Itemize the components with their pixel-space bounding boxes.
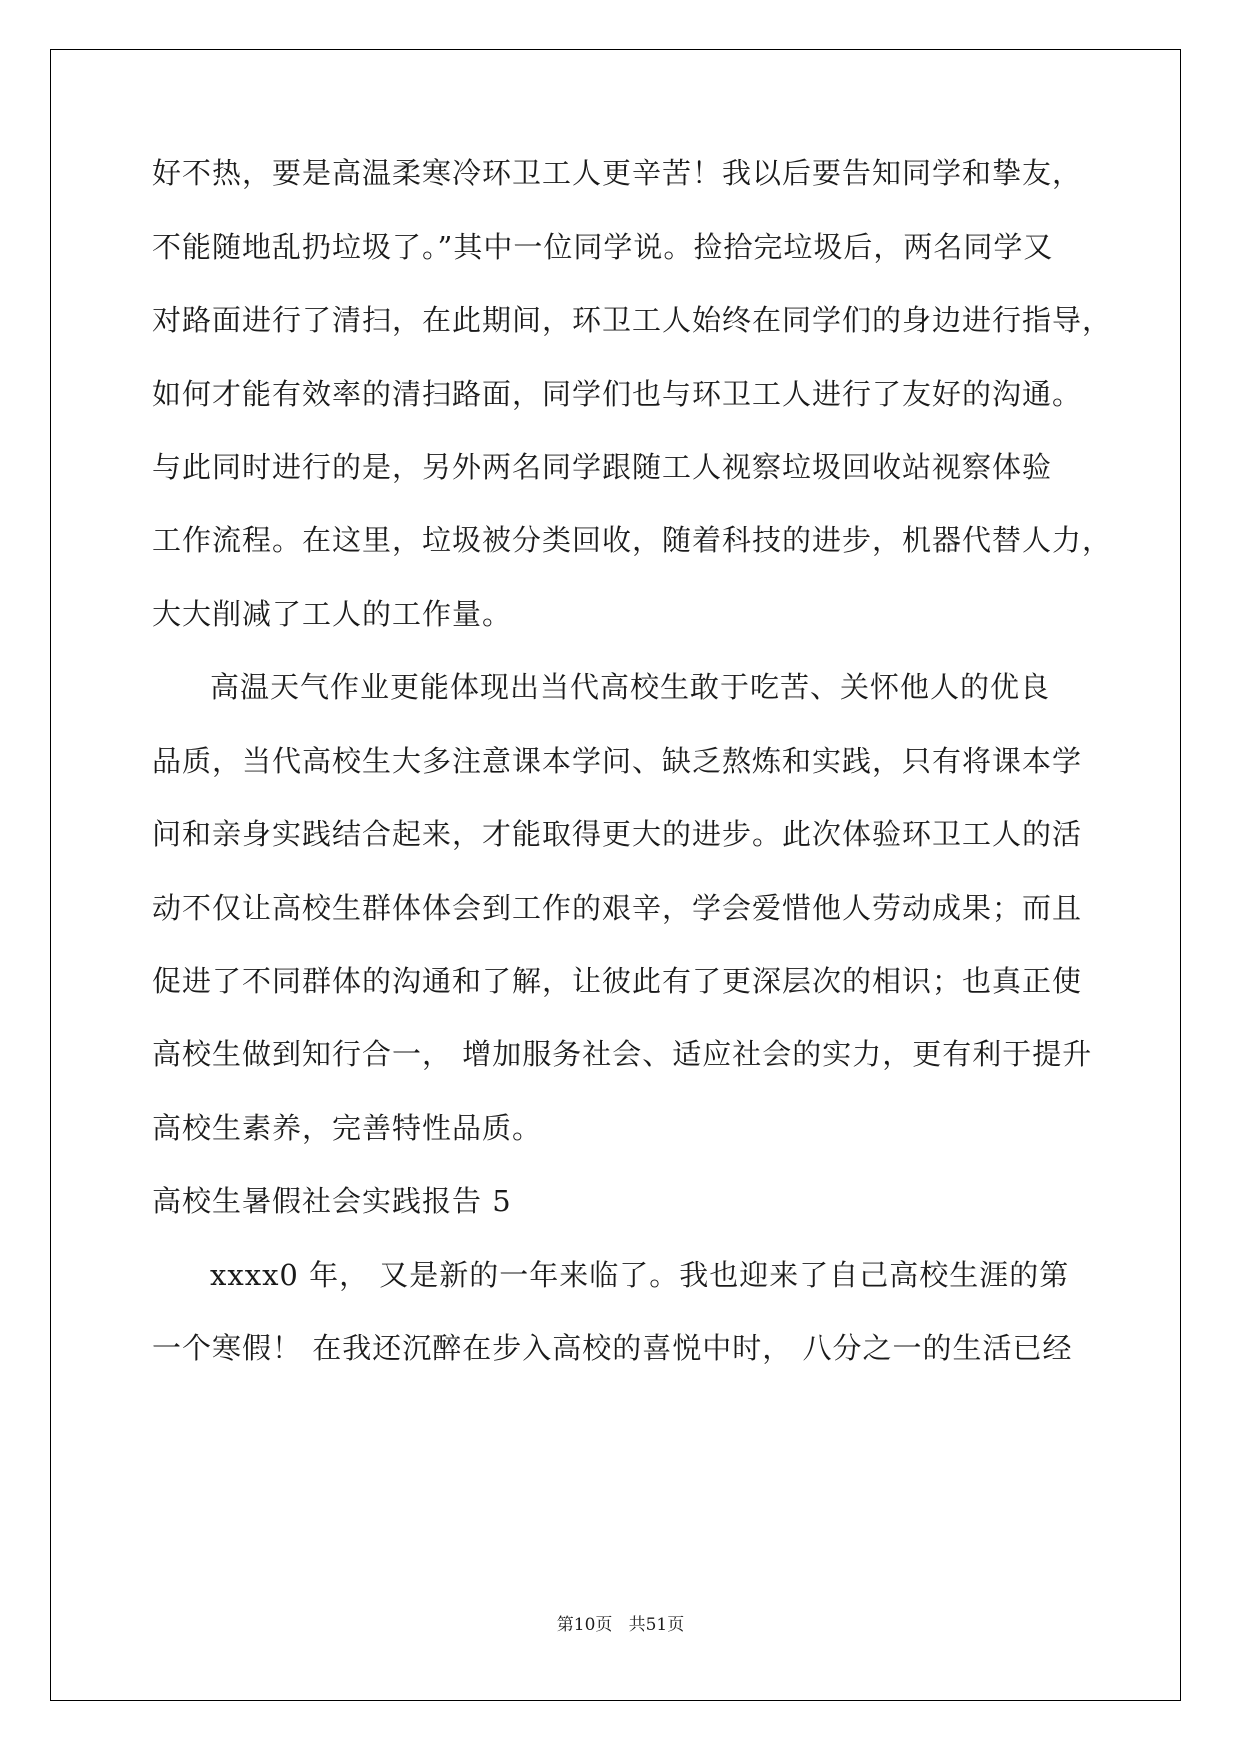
page-footer — [0, 1613, 1241, 1637]
page-suffix: 页 — [595, 1615, 613, 1635]
paragraph-line-12: 促进了不同群体的沟通和了解，让彼此有了更深层次的相识；也真正使 — [152, 964, 1083, 998]
section-heading: 高校生暑假社会实践报告 5 — [152, 1184, 512, 1218]
paragraph-line-11: 动不仅让高校生群体体会到工作的艰辛，学会爱惜他人劳动成果；而且 — [152, 891, 1083, 925]
paragraph-line-6: 工作流程。在这里，垃圾被分类回收，随着科技的进步，机器代替人力， — [152, 523, 1113, 557]
paragraph-line-13: 高校生做到知行合一， 增加服务社会、适应社会的实力，更有利于提升 — [152, 1037, 1093, 1071]
total-pages: 51 — [645, 1615, 668, 1635]
page-number: 10 — [573, 1615, 596, 1635]
paragraph-line-9: 品质，当代高校生大多注意课本学问、缺乏熬炼和实践，只有将课本学 — [152, 744, 1083, 778]
paragraph-line-16: 一个寒假！ 在我还沉醉在步入高校的喜悦中时， 八分之一的生活已经 — [152, 1331, 1073, 1365]
page-border — [50, 49, 1181, 1701]
paragraph-line-10: 问和亲身实践结合起来，才能取得更大的进步。此次体验环卫工人的活 — [152, 817, 1083, 851]
paragraph-line-2: 不能随地乱扔垃圾了。”其中一位同学说。捡拾完垃圾后，两名同学又 — [152, 230, 1054, 264]
paragraph-line-3: 对路面进行了清扫，在此期间，环卫工人始终在同学们的身边进行指导， — [152, 303, 1113, 337]
total-suffix: 页 — [667, 1615, 685, 1635]
paragraph-line-7: 大大削减了工人的工作量。 — [152, 597, 513, 631]
paragraph-line-1: 好不热，要是高温柔寒冷环卫工人更辛苦！我以后要告知同学和挚友， — [152, 156, 1083, 190]
total-prefix: 共 — [628, 1615, 646, 1635]
paragraph-line-8: 高温天气作业更能体现出当代高校生敢于吃苦、关怀他人的优良 — [210, 670, 1051, 704]
page-prefix: 第 — [556, 1615, 574, 1635]
paragraph-line-5: 与此同时进行的是，另外两名同学跟随工人视察垃圾回收站视察体验 — [152, 450, 1053, 484]
paragraph-line-15: xxxx0 年， 又是新的一年来临了。我也迎来了自己高校生涯的第 — [210, 1258, 1070, 1292]
paragraph-line-4: 如何才能有效率的清扫路面，同学们也与环卫工人进行了友好的沟通。 — [152, 377, 1083, 411]
paragraph-line-14: 高校生素养，完善特性品质。 — [152, 1111, 543, 1145]
